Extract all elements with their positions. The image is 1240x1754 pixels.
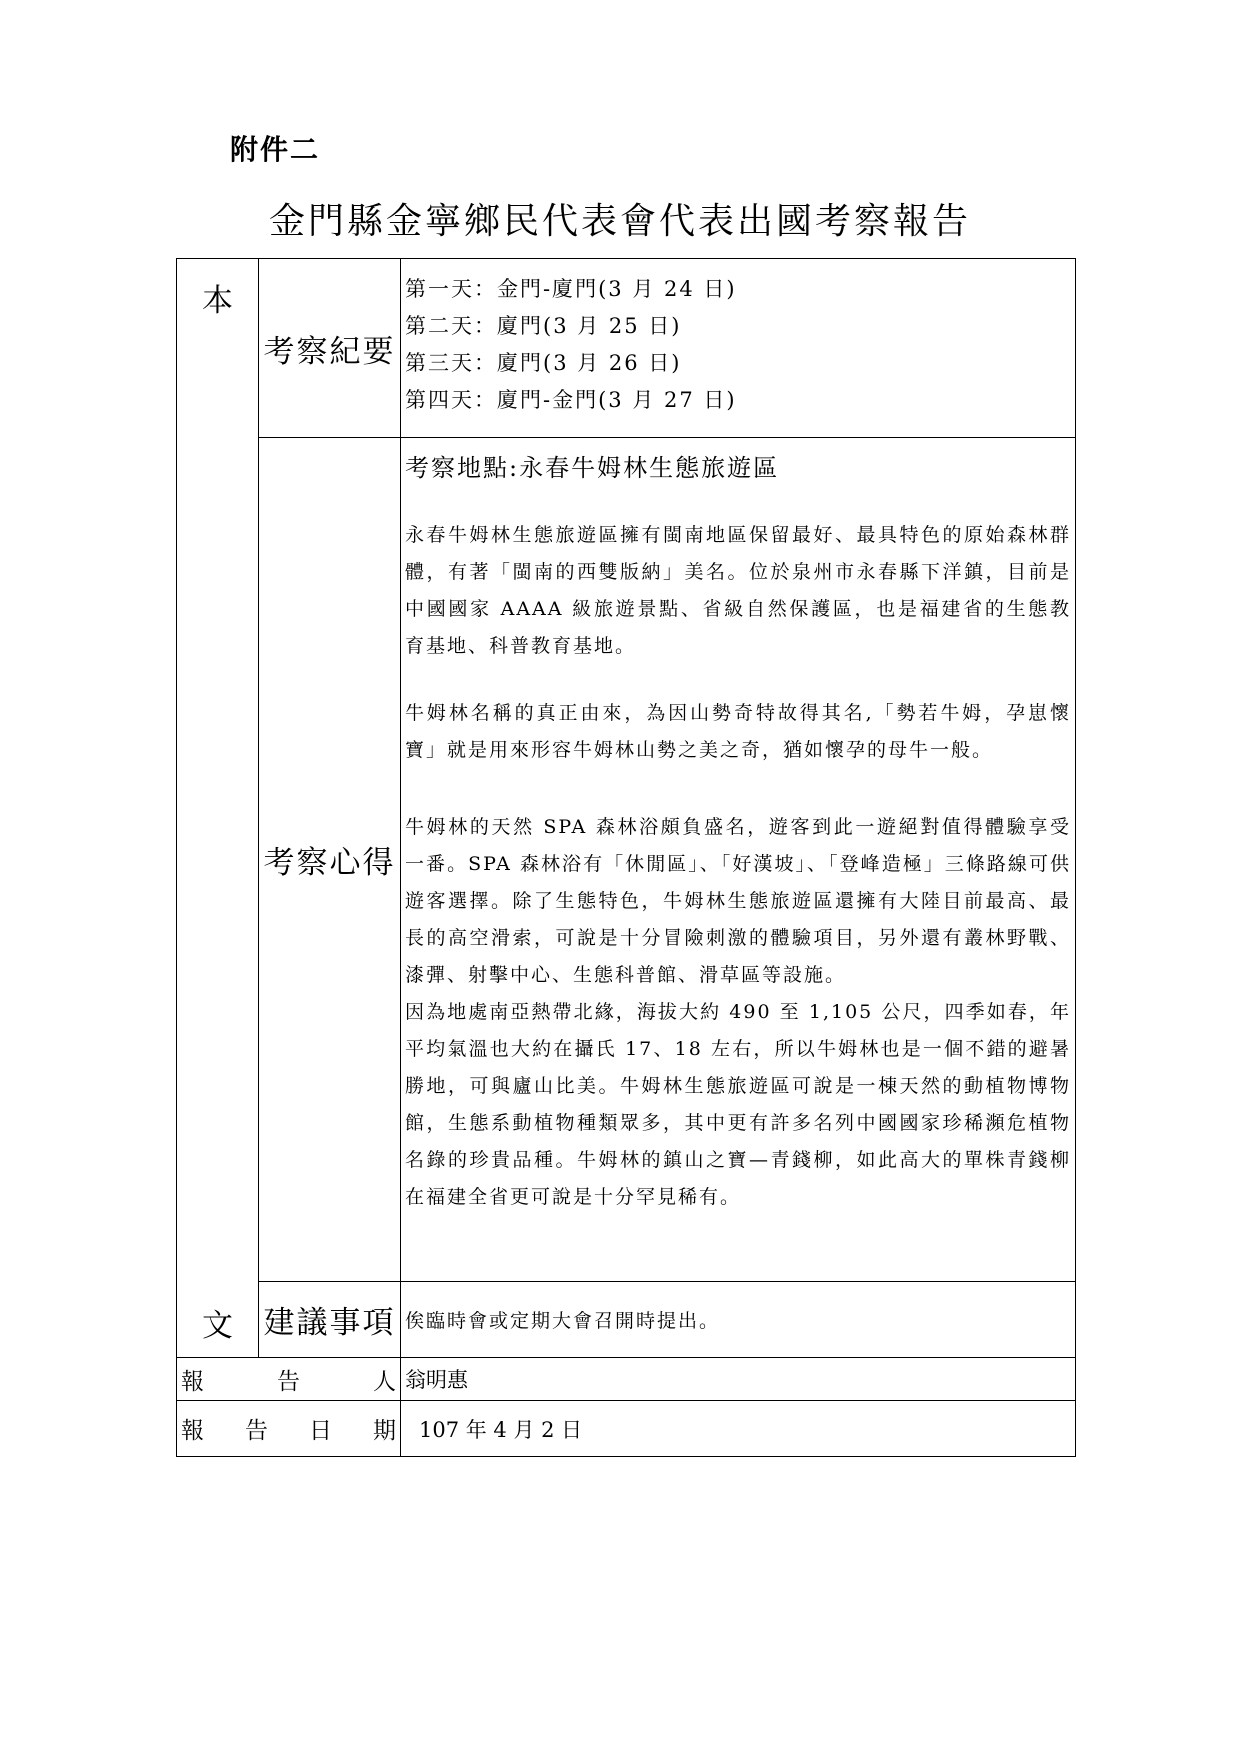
- document-title: 金門縣金寧鄉民代表會代表出國考察報告: [268, 201, 971, 242]
- report-date-row: [177, 1401, 1076, 1457]
- suggestion-label: 建議事項: [259, 1282, 401, 1358]
- notes-paragraph: 牛姆林名稱的真正由來，為因山勢奇特故得其名,「勢若牛姆，孕崽懷寶」就是用來形容牛姆林山勢之美之奇，猶如懷孕的母牛一般。: [405, 702, 1071, 761]
- notes-content: [401, 438, 1076, 1282]
- attachment-label: 附件二: [230, 133, 321, 166]
- report-date-label-char: 報: [181, 1418, 204, 1444]
- notes-paragraph: 永春牛姆林生態旅遊區擁有閩南地區保留最好、最具特色的原始森林群體，有著「閩南的西雙版納」美名。位於泉州市永春縣下洋鎮，目前是中國國家 AAAA 級旅遊景點、省級自然保護區，也是福建省的生態教育基地、科普教育基地。: [405, 524, 1071, 657]
- report-date-label-char: 日: [309, 1418, 332, 1444]
- day-item: 第一天：金門-廈門(3 月 24 日): [405, 277, 737, 301]
- reporter-label-char: 告: [277, 1368, 300, 1395]
- suggestion-row: [177, 1282, 1076, 1358]
- report-date-label: [177, 1401, 401, 1457]
- summary-days: [401, 259, 1076, 438]
- side-label-cell: [177, 259, 259, 1358]
- suggestion-value: 俟臨時會或定期大會召開時提出。: [401, 1282, 1076, 1358]
- notes-label: 考察心得: [259, 438, 401, 1282]
- day-item: 第四天：廈門-金門(3 月 27 日): [405, 388, 737, 412]
- notes-paragraph: 因為地處南亞熱帶北緣，海拔大約 490 至 1,105 公尺，四季如春，年平均氣溫也大約在攝氏 17、18 左右，所以牛姆林也是一個不錯的避暑勝地，可與廬山比美。牛姆林生態旅遊區可說是一棟天然的動植物博物館，生態系動植物種類眾多，其中更有許多名列中國國家珍稀瀕危植物名錄的珍貴品種。牛姆林的鎮山之寶—青錢柳，如此高大的單株青錢柳在福建全省更可說是十分罕見稀有。: [405, 1001, 1071, 1208]
- side-label-bottom: 文: [202, 1308, 233, 1344]
- report-date-label-char: 告: [245, 1418, 268, 1444]
- report-date-value: 107 年 4 月 2 日: [401, 1401, 1076, 1457]
- notes-row: [177, 438, 1076, 1282]
- day-item: 第三天：廈門(3 月 26 日): [405, 351, 682, 375]
- report-table: [176, 258, 1076, 1457]
- reporter-value: 翁明惠: [401, 1358, 1076, 1401]
- report-date-label-char: 期: [373, 1418, 396, 1444]
- reporter-label: [177, 1358, 401, 1401]
- reporter-label-char: 報: [181, 1368, 204, 1395]
- reporter-label-char: 人: [373, 1368, 396, 1395]
- day-item: 第二天：廈門(3 月 25 日): [405, 314, 682, 338]
- notes-paragraph: 牛姆林的天然 SPA 森林浴頗負盛名，遊客到此一遊絕對值得體驗享受一番。SPA 森林浴有「休閒區」、「好漢坡」、「登峰造極」三條路線可供遊客選擇。除了生態特色，牛姆林生態旅遊區還擁有大陸目前最高、最長的高空滑索，可說是十分冒險刺激的體驗項目，另外還有叢林野戰、漆彈、射擊中心、生態科普館、滑草區等設施。: [405, 816, 1071, 986]
- visit-place: 考察地點:永春牛姆林生態旅遊區: [405, 454, 780, 482]
- reporter-row: [177, 1358, 1076, 1401]
- summary-row: [177, 259, 1076, 438]
- side-label-top: 本: [202, 283, 233, 319]
- summary-label: 考察紀要: [259, 259, 401, 438]
